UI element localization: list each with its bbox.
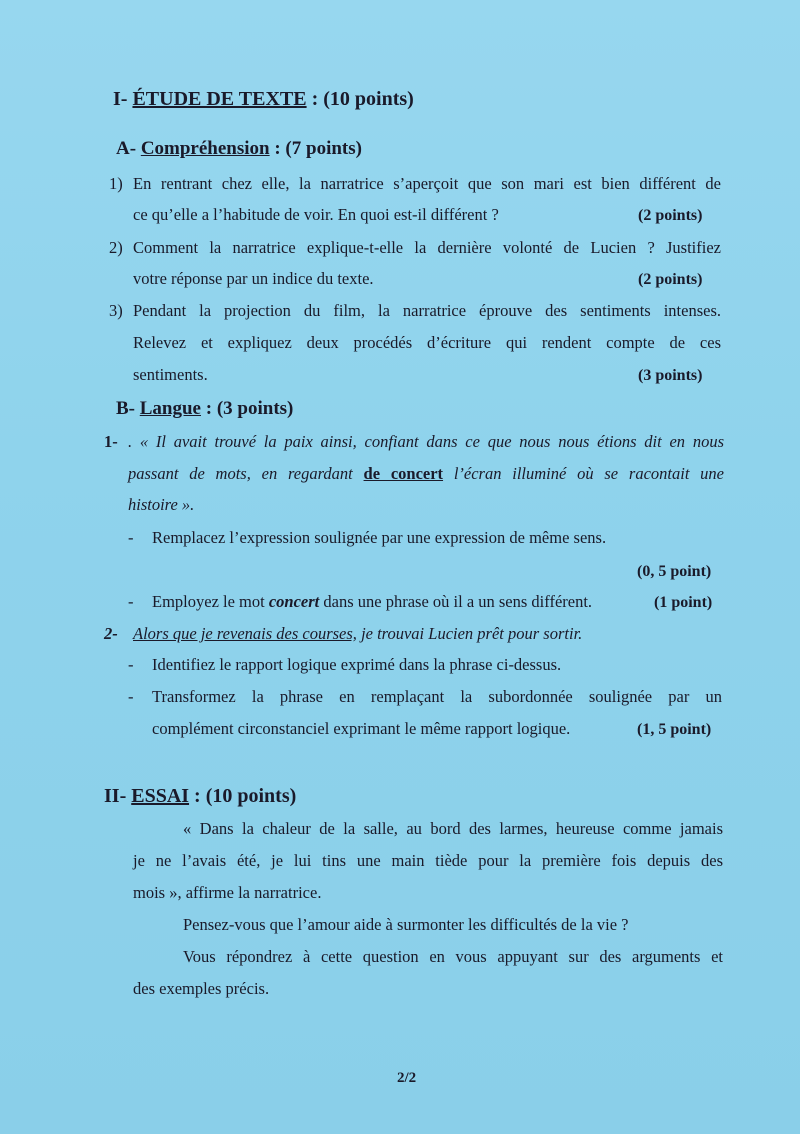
part2-title: ESSAI: [131, 785, 190, 807]
section-b-title: Langue: [139, 398, 201, 419]
language-task-4-line-1: Transformez la phrase en remplaçant la subordonnée soulignée par un: [152, 687, 722, 706]
part1-title: ÉTUDE DE TEXTE: [132, 88, 307, 110]
italic-word-concert: concert: [268, 592, 320, 611]
language-task-4-line-2: complément circonstanciel exprimant le même rapport logique.: [152, 719, 571, 738]
bullet-dash: -: [128, 655, 134, 674]
language-task-1: Remplacez l’expression soulignée par une expression de même sens.: [152, 528, 607, 547]
question-3-line-1: Pendant la projection du film, la narratrice éprouve des sentiments intenses.: [133, 301, 721, 320]
question-2-line-1: Comment la narratrice explique-t-elle la dernière volonté de Lucien ? Justifiez: [133, 238, 721, 257]
question-2-number: 2): [109, 238, 123, 257]
language-task-2-points: (1 point): [654, 594, 713, 611]
language-task-2: Employez le mot concert dans une phrase où il a un sens différent.: [152, 592, 593, 611]
question-3-line-3: sentiments.: [133, 365, 208, 384]
bullet-dash: -: [128, 592, 134, 611]
essay-question: Pensez-vous que l’amour aide à surmonter les difficultés de la vie ?: [183, 915, 629, 934]
essay-instruction-line-1: Vous répondrez à cette question en vous appuyant sur des arguments et: [183, 947, 723, 966]
question-1-number: 1): [109, 174, 123, 193]
underlined-subordinate: Alors que je revenais des courses,: [133, 624, 357, 643]
language-quote-line-2: passant de mots, en regardant de concert l’écran illuminé où se racontait une: [128, 464, 724, 483]
question-1-line-2: ce qu’elle a l’habitude de voir. En quoi est-il différent ?: [133, 205, 499, 224]
question-1-line-1: En rentrant chez elle, la narratrice s’aperçoit que son mari est bien différent de: [133, 174, 721, 193]
language-task-4-points: (1, 5 point): [637, 721, 712, 738]
section-b-heading: B- Langue : (3 points): [116, 398, 294, 419]
language-task-3: Identifiez le rapport logique exprimé dans la phrase ci-dessus.: [152, 655, 562, 674]
section-a-title: Compréhension: [140, 138, 270, 159]
essay-quote-line-2: je ne l’avais été, je lui tins une main tiède pour la première fois depuis des: [133, 851, 723, 870]
section-a-heading: A- Compréhension : (7 points): [116, 138, 362, 159]
essay-quote-line-3: mois », affirme la narratrice.: [133, 883, 322, 902]
essay-instruction-line-2: des exemples précis.: [133, 979, 270, 998]
language-quote-line-3: histoire ».: [128, 495, 195, 514]
question-3-line-2: Relevez et expliquez deux procédés d’écriture qui rendent compte de ces: [133, 333, 721, 352]
part2-heading: II- ESSAI : (10 points): [104, 785, 297, 807]
page-number: 2/2: [397, 1070, 417, 1086]
question-3-points: (3 points): [638, 367, 703, 384]
question-2-line-2: votre réponse par un indice du texte.: [133, 269, 374, 288]
part1-heading: I- ÉTUDE DE TEXTE : (10 points): [113, 88, 414, 110]
essay-quote-line-1: « Dans la chaleur de la salle, au bord des larmes, heureuse comme jamais: [183, 819, 723, 838]
bullet-dash: -: [128, 687, 134, 706]
question-2-points: (2 points): [638, 271, 703, 288]
bullet-dash: -: [128, 528, 134, 547]
language-sentence: Alors que je revenais des courses, je trouvai Lucien prêt pour sortir.: [133, 624, 583, 643]
language-quote-line-1: . « Il avait trouvé la paix ainsi, confiant dans ce que nous nous étions dit en nous: [128, 432, 724, 451]
underlined-expression: de concert: [363, 464, 444, 483]
language-task-1-points: (0, 5 point): [637, 563, 712, 580]
question-3-number: 3): [109, 301, 123, 320]
language-question-2-number: 2-: [104, 624, 118, 643]
question-1-points: (2 points): [638, 207, 703, 224]
language-question-1-number: 1-: [104, 432, 118, 451]
